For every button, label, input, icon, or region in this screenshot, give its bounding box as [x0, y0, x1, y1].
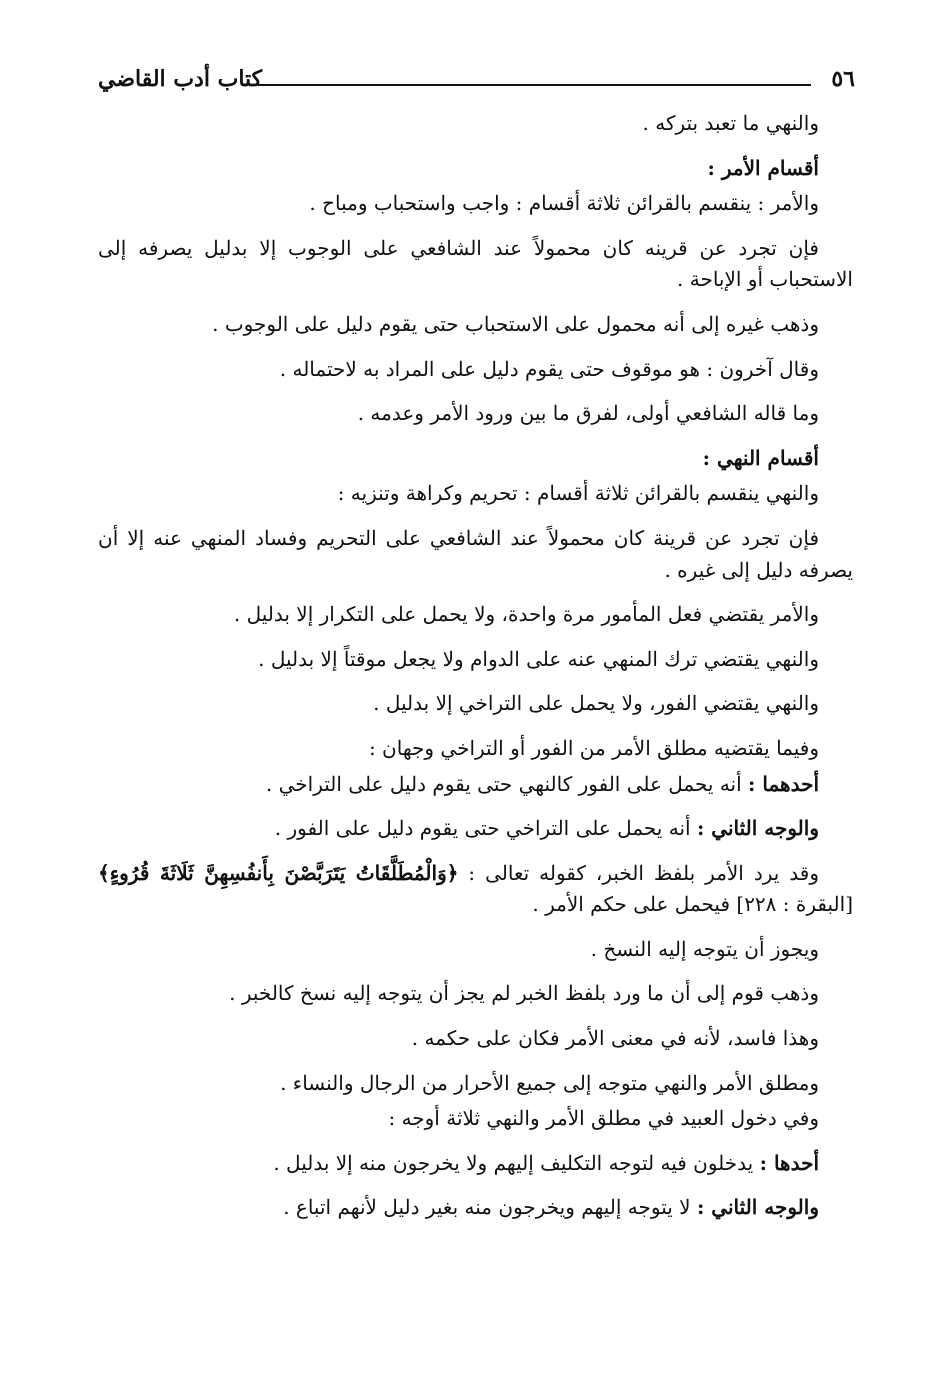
paragraph-lead: أحدهما : — [748, 771, 819, 796]
paragraph: والنهي ما تعبد بتركه . — [642, 111, 819, 135]
quran-verse: ﴿وَالْمُطَلَّقَاتُ يَتَرَبَّصْنَ بِأَنفُسِهِنَّ ثَلَاثَةَ قُرُوءٍ﴾ — [98, 860, 459, 885]
paragraph-lead: والوجه الثاني : — [696, 816, 819, 841]
paragraph-lead: والوجه الثاني : — [696, 1195, 819, 1220]
page-header — [98, 62, 855, 102]
paragraph: والأمر : ينقسم بالقرائن ثلاثة أقسام : واجب واستحباب ومباح . — [309, 191, 819, 216]
paragraph: وفي دخول العبيد في مطلق الأمر والنهي ثلاثة أوجه : — [388, 1106, 819, 1131]
paragraph: والنهي يقتضي الفور، ولا يحمل على التراخي إلا بدليل . — [373, 691, 819, 716]
paragraph: ومطلق الأمر والنهي متوجه إلى جميع الأحرار من الرجال والنساء . — [280, 1070, 819, 1095]
paragraph — [98, 769, 853, 801]
paragraph-text: أنه يحمل على الفور كالنهي حتى يقوم دليل على التراخي . — [265, 771, 749, 796]
paragraph-text: [البقرة : ٢٢٨] فيحمل على حكم الأمر . — [532, 892, 853, 917]
paragraph: فإن تجرد عن قرينه كان محمولاً عند الشافعي على الوجوب إلا بدليل يصرفه إلى الاستحباب أو الإباحة . — [98, 235, 853, 292]
paragraph-text: وقد يرد الأمر بلفظ الخبر، كقوله تعالى : — [458, 860, 819, 885]
paragraph — [98, 813, 853, 845]
paragraph — [98, 858, 853, 921]
paragraph: وذهب قوم إلى أن ما ورد بلفظ الخبر لم يجز أن يتوجه إليه نسخ كالخبر . — [229, 981, 819, 1006]
paragraph: فإن تجرد عن قرينة كان محمولاً عند الشافعي على التحريم وفساد المنهي عنه إلا أن يصرفه دليل إلى غيره . — [98, 525, 853, 582]
paragraph: وما قاله الشافعي أولى، لفرق ما بين ورود الأمر وعدمه . — [357, 401, 819, 426]
page-body — [98, 108, 853, 1237]
page-number: ٥٦ — [831, 66, 855, 92]
paragraph: وفيما يقتضيه مطلق الأمر من الفور أو التراخي وجهان : — [368, 735, 819, 760]
paragraph — [98, 1148, 853, 1180]
paragraph-lead: أحدها : — [759, 1150, 819, 1175]
paragraph: وقال آخرون : هو موقوف حتى يقوم دليل على المراد به لاحتماله . — [279, 356, 819, 381]
paragraph: والنهي ينقسم بالقرائن ثلاثة أقسام : تحريم وكراهة وتنزيه : — [337, 481, 819, 506]
paragraph: والأمر يقتضي فعل المأمور مرة واحدة، ولا يحمل على التكرار إلا بدليل . — [233, 602, 819, 627]
book-title: كتاب أدب القاضي — [98, 66, 263, 92]
section-heading: أقسام الأمر : — [707, 155, 819, 180]
paragraph — [98, 1192, 853, 1224]
paragraph-text: يدخلون فيه لتوجه التكليف إليهم ولا يخرجون منه إلا بدليل . — [273, 1150, 760, 1175]
paragraph: وهذا فاسد، لأنه في معنى الأمر فكان على حكمه . — [411, 1026, 819, 1051]
paragraph: والنهي يقتضي ترك المنهي عنه على الدوام ولا يجعل موقتاً إلا بدليل . — [258, 646, 819, 671]
header-rule — [258, 84, 811, 86]
paragraph: وذهب غيره إلى أنه محمول على الاستحباب حتى يقوم دليل على الوجوب . — [212, 311, 819, 336]
paragraph: ويجوز أن يتوجه إليه النسخ . — [590, 936, 819, 961]
paragraph-text: لا يتوجه إليهم ويخرجون منه بغير دليل لأنهم اتباع . — [283, 1195, 697, 1220]
section-heading: أقسام النهي : — [702, 445, 819, 470]
paragraph-text: أنه يحمل على التراخي حتى يقوم دليل على الفور . — [274, 816, 697, 841]
